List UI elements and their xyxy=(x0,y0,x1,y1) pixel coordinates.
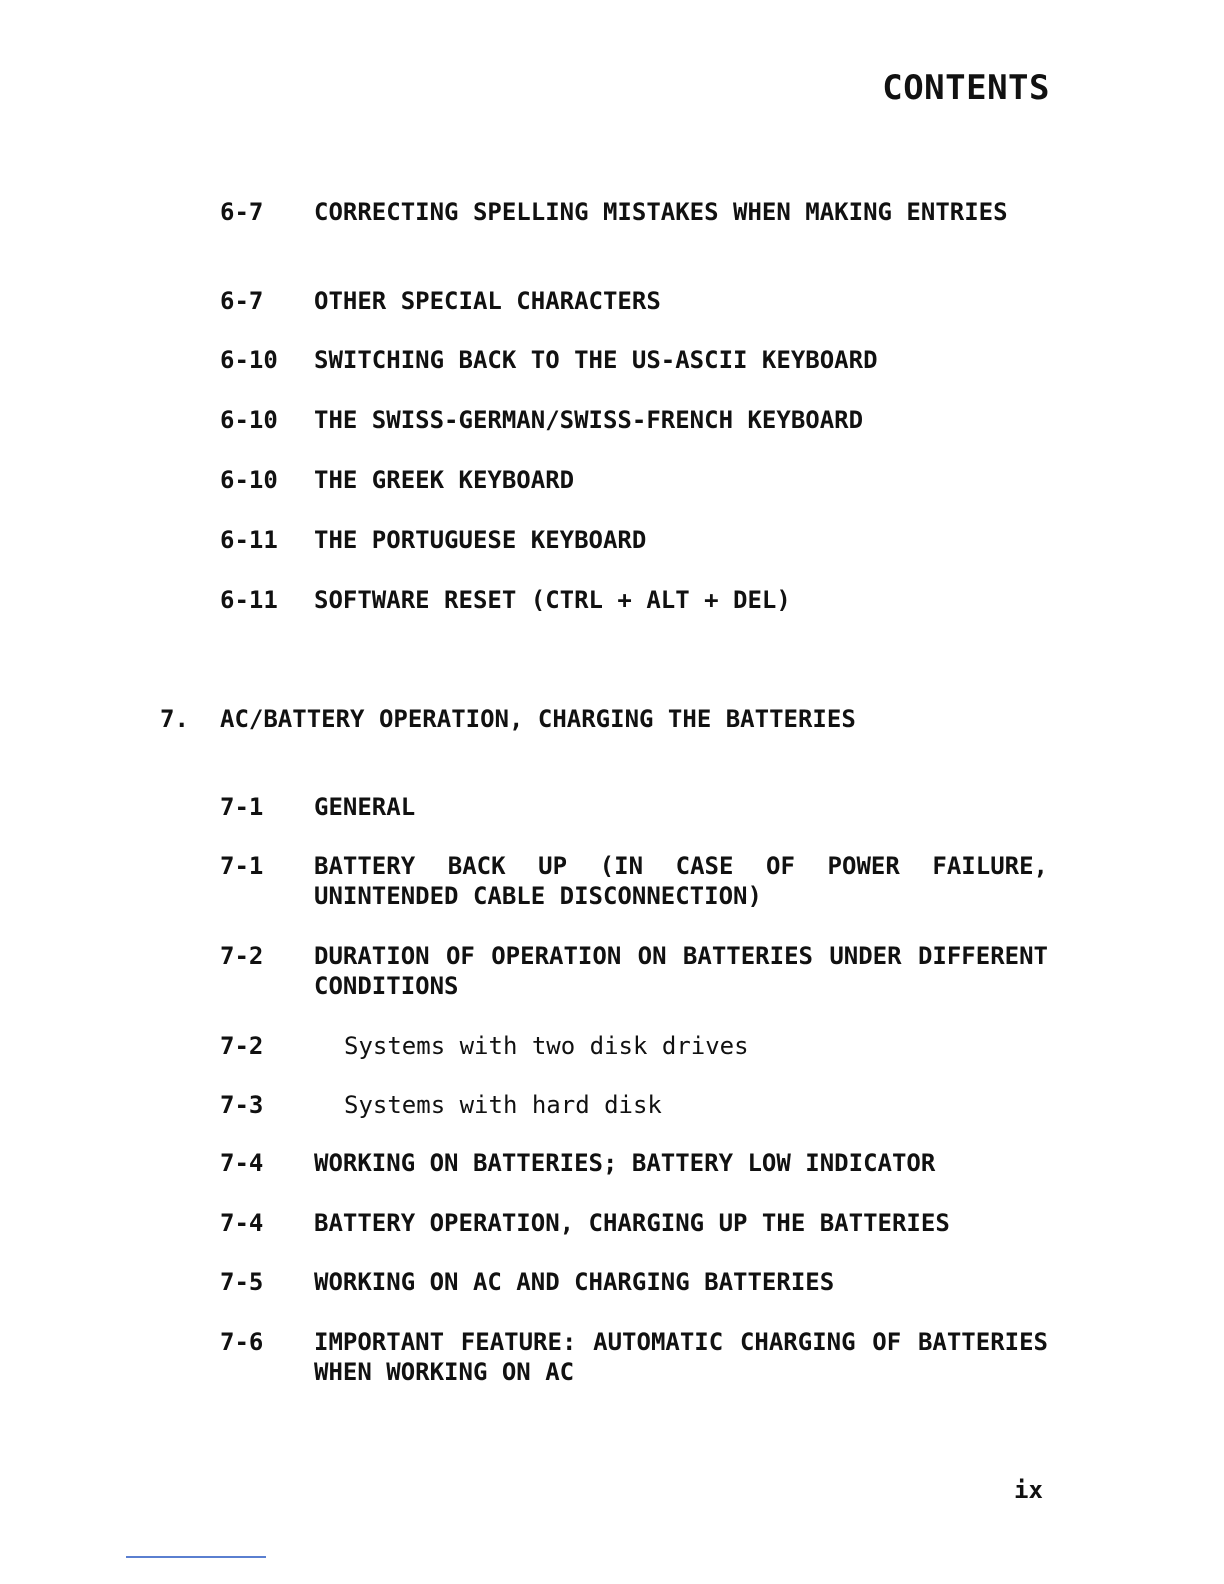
toc-entry-title: DURATION OF OPERATION ON BATTERIES UNDER DIFFERENT CONDITIONS xyxy=(314,942,1048,1000)
toc-entry-title: WORKING ON BATTERIES; BATTERY LOW INDICATOR xyxy=(314,1149,936,1177)
toc-entry-title: BATTERY BACK UP (IN CASE OF POWER FAILURE, UNINTENDED CABLE DISCONNECTION) xyxy=(314,852,1048,910)
toc-subentry-title: Systems with two disk drives xyxy=(344,1032,749,1060)
toc-entry-title: WORKING ON AC AND CHARGING BATTERIES xyxy=(314,1268,835,1296)
toc-page-ref: 6-10 xyxy=(220,406,278,434)
toc-page-ref: 7-5 xyxy=(220,1268,264,1296)
footer-divider xyxy=(126,1556,266,1558)
toc-entry-title: THE SWISS-GERMAN/SWISS-FRENCH KEYBOARD xyxy=(314,406,864,434)
page-number: ix xyxy=(1014,1476,1043,1504)
toc-entry-title: IMPORTANT FEATURE: AUTOMATIC CHARGING OF BATTERIES WHEN WORKING ON AC xyxy=(314,1328,1048,1386)
toc-entry-title: CORRECTING SPELLING MISTAKES WHEN MAKING ENTRIES xyxy=(314,198,1008,226)
toc-page-ref: 6-10 xyxy=(220,466,278,494)
toc-entry-title: SWITCHING BACK TO THE US-ASCII KEYBOARD xyxy=(314,346,878,374)
chapter-number: 7. xyxy=(160,705,189,733)
toc-page-ref: 6-10 xyxy=(220,346,278,374)
toc-page-ref: 7-3 xyxy=(220,1091,264,1119)
toc-page-ref: 6-11 xyxy=(220,526,278,554)
toc-entry-title: THE PORTUGUESE KEYBOARD xyxy=(314,526,647,554)
toc-page-ref: 7-2 xyxy=(220,1032,264,1060)
toc-page-ref: 7-2 xyxy=(220,942,264,970)
toc-page-ref: 6-11 xyxy=(220,586,278,614)
toc-subentry-title: Systems with hard disk xyxy=(344,1091,662,1119)
toc-page-ref: 7-4 xyxy=(220,1209,264,1237)
toc-entry-title: SOFTWARE RESET (CTRL + ALT + DEL) xyxy=(314,586,791,614)
toc-page-ref: 7-4 xyxy=(220,1149,264,1177)
toc-page-ref: 7-6 xyxy=(220,1328,264,1356)
toc-entry-title: THE GREEK KEYBOARD xyxy=(314,466,575,494)
page-header-title: CONTENTS xyxy=(882,68,1050,108)
toc-page-ref: 7-1 xyxy=(220,852,264,880)
chapter-title: AC/BATTERY OPERATION, CHARGING THE BATTERIES xyxy=(220,705,856,733)
toc-page-ref: 6-7 xyxy=(220,287,264,315)
toc-entry-title: BATTERY OPERATION, CHARGING UP THE BATTERIES xyxy=(314,1209,950,1237)
toc-entry-title: GENERAL xyxy=(314,793,416,821)
toc-page-ref: 6-7 xyxy=(220,198,264,226)
toc-entry-title: OTHER SPECIAL CHARACTERS xyxy=(314,287,661,315)
toc-page-ref: 7-1 xyxy=(220,793,264,821)
